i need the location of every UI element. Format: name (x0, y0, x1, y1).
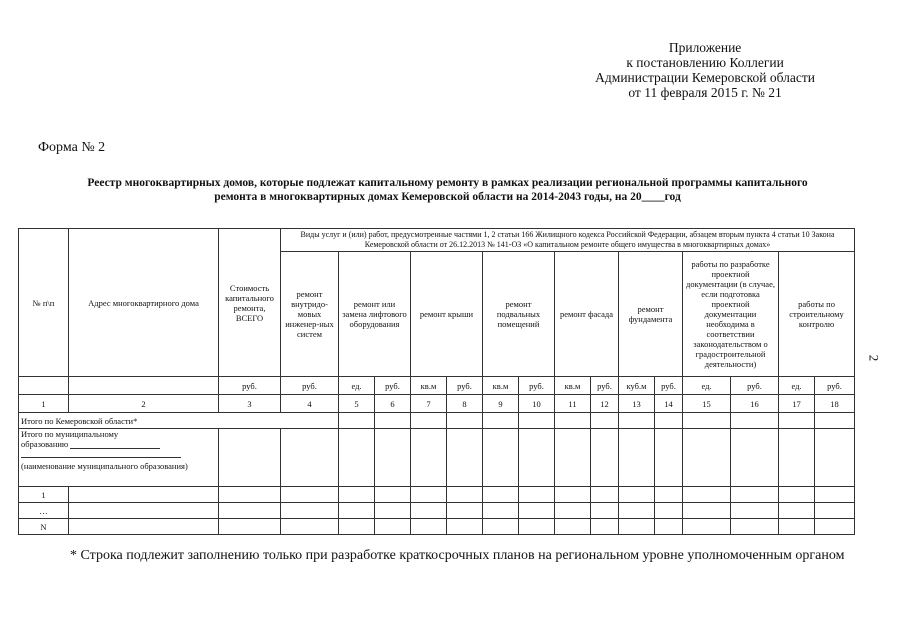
col-number: 2 (69, 395, 219, 413)
row-total-muni-line: Итого по муниципальному (21, 429, 119, 439)
table-row (19, 519, 855, 535)
col-number: 10 (519, 395, 555, 413)
table-row (19, 429, 855, 487)
units-cell: куб.м (619, 377, 655, 395)
document-title (40, 176, 855, 204)
units-cell: руб. (375, 377, 411, 395)
units-cell: кв.м (555, 377, 591, 395)
units-cell: руб. (731, 377, 779, 395)
table-row (19, 413, 855, 429)
header-elevator: ремонт или замена лифтового оборудования (339, 252, 411, 377)
muni-name-blank (21, 451, 181, 458)
header-roof: ремонт крыши (411, 252, 483, 377)
page-number: 2 (866, 354, 882, 362)
form-number: Форма № 2 (38, 140, 106, 155)
appendix-line: к постановлению Коллегии (626, 55, 784, 70)
col-number: 1 (19, 395, 69, 413)
row-total-muni-note: (наименование муниципального образования) (21, 461, 188, 471)
appendix-line: Приложение (668, 40, 742, 55)
units-cell: кв.м (411, 377, 447, 395)
appendix-header (595, 40, 815, 100)
units-cell (69, 377, 219, 395)
col-number: 8 (447, 395, 483, 413)
row-total-region: Итого по Кемеровской области* (19, 413, 339, 429)
col-number: 12 (591, 395, 619, 413)
col-number: 6 (375, 395, 411, 413)
units-cell: ед. (779, 377, 815, 395)
col-number: 14 (655, 395, 683, 413)
header-facade: ремонт фасада (555, 252, 619, 377)
col-number: 3 (219, 395, 281, 413)
col-number: 15 (683, 395, 731, 413)
header-no: № п\п (19, 229, 69, 377)
col-number: 17 (779, 395, 815, 413)
col-number: 4 (281, 395, 339, 413)
units-cell: руб. (219, 377, 281, 395)
row-number: … (19, 503, 69, 519)
footnote: * Строка подлежит заполнению только при разработке краткосрочных планов на региональном уровне уполномоченным органом (70, 548, 845, 563)
col-number: 9 (483, 395, 519, 413)
units-cell: ед. (339, 377, 375, 395)
col-number: 11 (555, 395, 591, 413)
units-cell (19, 377, 69, 395)
col-number: 13 (619, 395, 655, 413)
units-cell: руб. (815, 377, 855, 395)
row-total-muni-line2: образованию (21, 439, 216, 449)
header-foundation: ремонт фундамента (619, 252, 683, 377)
header-basement: ремонт подвальных помещений (483, 252, 555, 377)
units-cell: руб. (655, 377, 683, 395)
units-cell: руб. (281, 377, 339, 395)
units-cell: руб. (519, 377, 555, 395)
registry-table (18, 228, 855, 535)
header-cost: Стоимость капитального ремонта, ВСЕГО (219, 229, 281, 377)
row-total-muni (19, 429, 219, 487)
units-row (19, 377, 855, 395)
units-cell: кв.м (483, 377, 519, 395)
header-address: Адрес многоквартирного дома (69, 229, 219, 377)
units-cell: руб. (591, 377, 619, 395)
col-number: 16 (731, 395, 779, 413)
appendix-line: от 11 февраля 2015 г. № 21 (628, 85, 782, 100)
units-cell: руб. (447, 377, 483, 395)
units-cell: ед. (683, 377, 731, 395)
title-line: ремонта в многоквартирных домах Кемеровской области на 2014-2043 годы, на 20____год (214, 191, 681, 203)
row-number: N (19, 519, 69, 535)
header-design-docs: работы по разработке проектной документации (в случае, если подготовка проектной документации необходима в соответствии законодательством о градостроительной деятельности) (683, 252, 779, 377)
column-numbers-row (19, 395, 855, 413)
col-number: 7 (411, 395, 447, 413)
col-number: 18 (815, 395, 855, 413)
appendix-line: Администрации Кемеровской области (595, 70, 815, 85)
col-number: 5 (339, 395, 375, 413)
table-row (19, 487, 855, 503)
row-number: 1 (19, 487, 69, 503)
header-work-group: Виды услуг и (или) работ, предусмотренные частями 1, 2 статьи 166 Жилищного кодекса Российской Федерации, абзацем вторым пункта 4 статьи 10 Закона Кемеровской области от 26.12.2013 № 141-ОЗ «О капитальном ремонте общего имущества в многоквартирных домах» (281, 229, 855, 252)
table-row (19, 503, 855, 519)
title-line: Реестр многоквартирных домов, которые подлежат капитальному ремонту в рамках реализации региональной программы капитального (87, 177, 808, 189)
header-utilities: ремонт внутридо-мовых инженер-ных систем (281, 252, 339, 377)
header-construction-control: работы по строительному контролю (779, 252, 855, 377)
